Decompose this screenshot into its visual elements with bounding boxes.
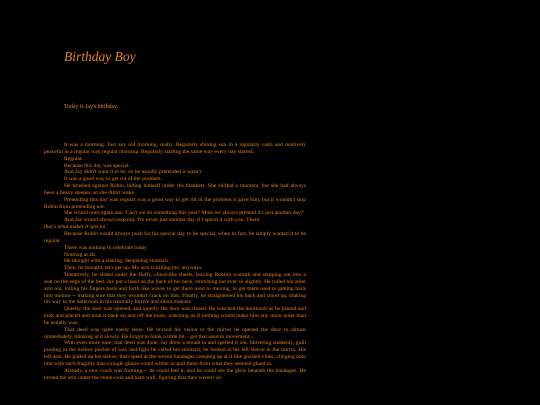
paragraph: Then, he thought, let's get up. My arm is killing me, anyways.: [64, 265, 203, 272]
paragraph: It was a good way to get rid of the problem.: [64, 176, 163, 183]
paragraph: He brushed against Robin, hiding himself under the blankets. She shifted a moment, but she had always been a heavy sleeper, so she didn't wake.: [44, 183, 306, 196]
paragraph: There was nothing to celebrate today.: [64, 244, 148, 251]
paragraph: With even more ease, that deed was done. Jay drew a breath in and spelled it out. Shivering suddenly, guilt pooling in the hollow pocket of wax and light he called his stomach, he looked at his left sleeve in the mirror. His left arm. He pulled up his sleeve, then spied at the woven bandages creeping up at it like gnarled vines, clinging onto him with such fragility that a single glance could wither or pull them from what they seemed glued to.: [44, 340, 306, 367]
story-title: Birthday Boy: [64, 49, 136, 64]
paragraph: It was a morning. Just any old morning, really. Regularly shining sun in a regularly calm and relatively peaceful in a regular way regular morning. Regularly starting the same way every day started.: [44, 142, 306, 155]
paragraph: And Jay would always respond, 'It's never just another day if I spend it with you. There,: [64, 217, 261, 224]
paragraph: Tentatively, he slided under the fluffy, cloud-like sheets, leaving Robin's warmth and stepping out into a seat on the edge of the bed. Jay put a hand on the back of his neck, stretching out ever so slightly. He rolled his other arm out, lolling his fingers back and forth like waves to get them used to moving, to get them used to getting back into motion— making sure that they wouldn't crack on him. Finally, he straightened his back and stood up, making his way to the bathroom in his naturally furtive and silent manner.: [44, 272, 306, 306]
paragraph: Because this day was special.: [64, 162, 131, 169]
paragraph: Quietly, the door was opened, and quietly, the door was closed. He watched the doorknob as he placed and took and placed and took it back on and off the knob, watching as if nothing would make him any more quiet than he usually was.: [44, 306, 306, 326]
intro-line: Today is Jay's birthday.: [64, 104, 119, 110]
paragraph: Pretending this day was regular was a good way to get rid of the problem it gave him, but it wouldn't stop Robin from pretending not.: [44, 196, 306, 210]
paragraph: Regular.: [64, 155, 83, 162]
paragraph: that's what makes it special.': [44, 224, 109, 231]
paragraph: Nothing at all.: [64, 251, 97, 258]
paragraph: And Jay didn't want it to be, so he usually pretended it wasn't.: [64, 169, 203, 176]
paragraph: Already, a new crack was forming— he could feel it, and he could see the glow beneath the bandages. He turned the arm under the stone-cold and hard wall, figuring that they weren't as: [44, 367, 306, 381]
story-body: [44, 142, 306, 382]
paragraph: She would once again ask, 'Can't we do something this year? Must we always pretend it's just another day?': [64, 210, 305, 217]
paragraph: That deed was quite easily done. He braved his vision to the mirror he opened the door to almost immediately, blinking at it slowly. He forgot to blink a little bit... get that used to movement...: [44, 326, 306, 340]
paragraph: Because Robin would always push for his special day to be special, when in fact, he simply wanted it to be regular.: [44, 230, 306, 244]
paragraph: He thought with a sinking, deepening stomach.: [64, 258, 170, 265]
